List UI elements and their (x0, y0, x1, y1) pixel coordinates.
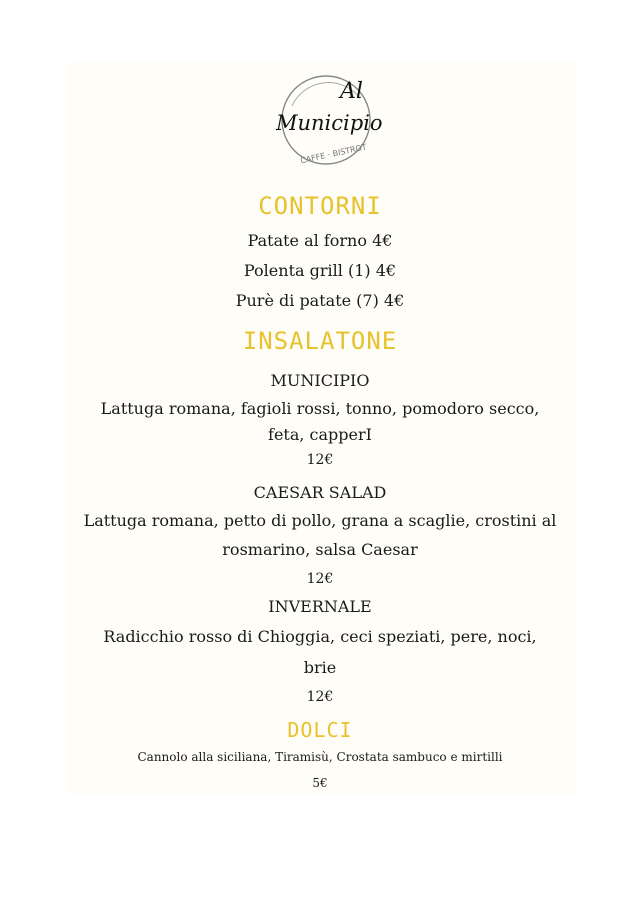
salad-description: brie (303, 658, 337, 677)
salad-price: 12€ (306, 452, 334, 468)
salad-description: rosmarino, salsa Caesar (222, 540, 418, 559)
salad-description: feta, capperI (268, 425, 372, 444)
salad-price: 12€ (306, 689, 334, 705)
svg-text:Al: Al (340, 79, 363, 104)
logo-emblem-icon (270, 68, 388, 172)
section-title-dolci: DOLCI (287, 718, 353, 742)
menu-item: Patate al forno 4€ (247, 231, 393, 250)
section-title-insalatone: INSALATONE (242, 327, 398, 355)
svg-text:CAFFE · BISTROT: CAFFE · BISTROT (299, 142, 368, 166)
salad-name: CAESAR SALAD (253, 483, 387, 502)
salad-name: MUNICIPIO (270, 371, 370, 390)
salad-description: Lattuga romana, fagioli rossi, tonno, pomodoro secco, (100, 399, 540, 418)
salad-description: Lattuga romana, petto di pollo, grana a scaglie, crostini al (83, 511, 557, 530)
salad-description: Radicchio rosso di Chioggia, ceci speziati, pere, noci, (103, 627, 537, 646)
menu-item: Purè di patate (7) 4€ (235, 291, 405, 310)
section-title-contorni: CONTORNI (258, 192, 382, 220)
cafe-logo (270, 68, 388, 172)
salad-price: 12€ (306, 571, 334, 587)
dessert-price: 5€ (312, 776, 328, 790)
dessert-list: Cannolo alla siciliana, Tiramisù, Crostata sambuco e mirtilli (137, 750, 503, 764)
menu-item: Polenta grill (1) 4€ (243, 261, 397, 280)
svg-text:Municipio: Municipio (276, 111, 383, 135)
salad-name: INVERNALE (268, 597, 372, 616)
